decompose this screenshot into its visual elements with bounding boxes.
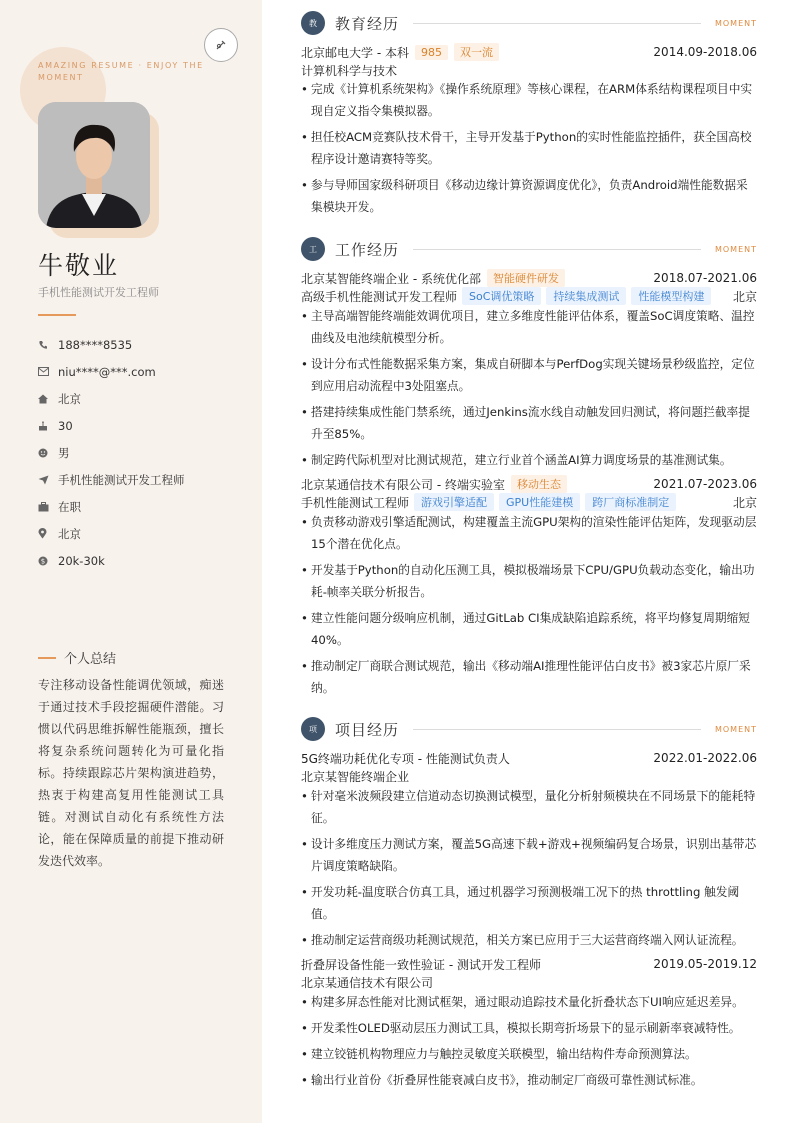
info-gender (38, 439, 248, 466)
contact-info-list (38, 331, 248, 574)
project-company: 北京某通信技术有限公司 (301, 975, 434, 990)
skill-tag: 游戏引擎适配 (414, 493, 494, 511)
skill-tag: SoC调优策略 (462, 287, 541, 305)
info-status (38, 493, 248, 520)
sidebar (0, 0, 262, 1123)
project-name: 5G终端功耗优化专项 - 性能测试负责人 (301, 751, 510, 766)
info-text: 30 (58, 418, 73, 433)
project-bullets (301, 785, 757, 955)
section-moment-label: MOMENT (714, 724, 757, 734)
list-item: • 参与导师国家级科研项目《移动边缘计算资源调度优化》，负责Android端性能数据采集模块开发。 (301, 174, 757, 218)
list-item: • 构建多屏态性能对比测试框架，通过眼动追踪技术量化折叠状态下UI响应延迟差异。 (301, 991, 757, 1013)
phone-icon (38, 340, 58, 350)
company-tag: 智能硬件研发 (487, 269, 565, 287)
list-item: • 推动制定运营商级功耗测试规范，相关方案已应用于三大运营商终端入网认证流程。 (301, 929, 757, 951)
list-item: • 主导高端智能终端能效调优项目，建立多维度性能评估体系，覆盖SoC调度策略、温控曲线及电池续航模型分析。 (301, 305, 757, 349)
list-item: • 完成《计算机系统架构》《操作系统原理》等核心课程，在ARM体系结构课程项目中实现自定义指令集模拟器。 (301, 78, 757, 122)
project-company-row (301, 973, 757, 991)
list-item: • 针对毫米波频段建立信道动态切换测试模型，量化分析射频模块在不同场景下的能耗特征。 (301, 785, 757, 829)
skill-tag: 持续集成测试 (546, 287, 626, 305)
job-role-row (301, 287, 757, 305)
send-icon (38, 475, 58, 485)
list-item: • 制定跨代际机型对比测试规范，建立行业首个涵盖AI算力调度场景的基准测试集。 (301, 449, 757, 471)
cake-icon (38, 421, 58, 431)
section-divider (413, 249, 701, 250)
project-company: 北京某智能终端企业 (301, 769, 410, 784)
list-item: • 推动制定厂商联合测试规范，输出《移动端AI推理性能评估白皮书》被3家芯片原厂采纳。 (301, 655, 757, 699)
section-moment-label: MOMENT (714, 18, 757, 28)
project-bullets (301, 991, 757, 1095)
summary-text: 专注移动设备性能调优领域，痴迷于通过技术手段挖掘硬件潜能。习惯以代码思维拆解性能瓶颈，擅长将复杂系统问题转化为可量化指标。持续跟踪芯片架构演进趋势，热衷于构建高复用性能测试工具链。对测试自动化有系统性方法论，能在保障质量的前提下推动研发迭代效率。 (38, 678, 224, 868)
section-education-header (301, 10, 757, 36)
job-role-row (301, 493, 757, 511)
tagline: AMAZING RESUME · ENJOY THE MOMENT (38, 61, 204, 82)
info-text: 20k-30k (58, 553, 105, 568)
list-item: • 担任校ACM竞赛队技术骨干，主导开发基于Python的实时性能监控插件，获全国高校程序设计邀请赛特等奖。 (301, 126, 757, 170)
info-text: 北京 (58, 526, 81, 541)
section-title: 教育经历 (335, 14, 400, 33)
company-name: 北京某通信技术有限公司 - 终端实验室 (301, 477, 505, 492)
company-name: 北京某智能终端企业 - 系统优化部 (301, 271, 481, 286)
company-tag: 移动生态 (511, 475, 567, 493)
list-item: • 开发功耗-温度联合仿真工具，通过机器学习预测极端工况下的热 throttling 触发阈值。 (301, 881, 757, 925)
project-date: 2019.05-2019.12 (653, 957, 757, 971)
job-entry-header (301, 475, 757, 493)
info-text: 188****8535 (58, 337, 133, 352)
education-date: 2014.09-2018.06 (653, 45, 757, 59)
info-phone (38, 331, 248, 358)
section-badge: 教 (301, 11, 325, 35)
list-item: • 负责移动游戏引擎适配测试，构建覆盖主流GPU架构的渲染性能评估矩阵，发现驱动层15个潜在优化点。 (301, 511, 757, 555)
info-text: 男 (58, 445, 70, 460)
section-badge: 项 (301, 717, 325, 741)
list-item: • 输出行业首份《折叠屏性能衰减白皮书》，推动制定厂商级可靠性测试标准。 (301, 1069, 757, 1091)
summary-heading (38, 648, 116, 667)
job-city: 北京 (732, 495, 757, 510)
info-location (38, 520, 248, 547)
accent-divider (38, 314, 76, 316)
skill-tag: 跨厂商标准制定 (585, 493, 676, 511)
school-tag: 985 (415, 45, 448, 60)
section-badge: 工 (301, 237, 325, 261)
job-role: 高级手机性能测试开发工程师 (301, 289, 458, 304)
info-job (38, 466, 248, 493)
list-item: • 设计分布式性能数据采集方案，集成自研脚本与PerfDog实现关键场景秒级监控，定位到应用启动流程中3处阻塞点。 (301, 353, 757, 397)
school-name: 北京邮电大学 - 本科 (301, 45, 409, 60)
education-entry-header (301, 43, 757, 61)
section-divider (413, 729, 701, 730)
candidate-title: 手机性能测试开发工程师 (38, 286, 159, 299)
major: 计算机科学与技术 (301, 63, 398, 78)
info-email (38, 358, 248, 385)
school-tag: 双一流 (454, 43, 499, 61)
logo-badge (204, 28, 238, 62)
section-divider (413, 23, 701, 24)
section-work-header (301, 236, 757, 262)
info-home (38, 385, 248, 412)
job-date: 2018.07-2021.06 (653, 271, 757, 285)
home-icon (38, 394, 58, 404)
project-company-row (301, 767, 757, 785)
briefcase-icon (38, 502, 58, 512)
education-major-row (301, 61, 757, 79)
mail-icon (38, 367, 58, 376)
svg-text:$: $ (40, 557, 46, 565)
section-title: 工作经历 (335, 240, 400, 259)
list-item: • 搭建持续集成性能门禁系统，通过Jenkins流水线自动触发回归测试，将问题拦截率提升至85%。 (301, 401, 757, 445)
summary-accent-bar (38, 657, 56, 659)
profile-photo (38, 102, 150, 228)
summary-title-text: 个人总结 (64, 652, 117, 667)
gender-icon (38, 448, 58, 458)
pen-icon (213, 37, 229, 53)
list-item: • 建立铰链机构物理应力与触控灵敏度关联模型，输出结构件寿命预测算法。 (301, 1043, 757, 1065)
section-title: 项目经历 (335, 720, 400, 739)
list-item: • 开发基于Python的自动化压测工具，模拟极端场景下CPU/GPU负载动态变化，输出功耗-帧率关联分析报告。 (301, 559, 757, 603)
location-icon (38, 528, 58, 539)
job-bullets (301, 305, 757, 475)
info-text: 在职 (58, 499, 81, 514)
job-date: 2021.07-2023.06 (653, 477, 757, 491)
job-role: 手机性能测试工程师 (301, 495, 410, 510)
skill-tag: GPU性能建模 (499, 493, 580, 511)
job-entry-header (301, 269, 757, 287)
info-text: niu****@***.com (58, 364, 156, 379)
project-entry-header (301, 749, 757, 767)
info-age (38, 412, 248, 439)
info-salary (38, 547, 248, 574)
project-name: 折叠屏设备性能一致性验证 - 测试开发工程师 (301, 957, 541, 972)
project-entry-header (301, 955, 757, 973)
education-bullets (301, 78, 757, 222)
salary-icon (38, 556, 58, 566)
section-projects-header (301, 716, 757, 742)
list-item: • 设计多维度压力测试方案，覆盖5G高速下载+游戏+视频编码复合场景，识别出基带芯片调度策略缺陷。 (301, 833, 757, 877)
list-item: • 开发柔性OLED驱动层压力测试工具，模拟长期弯折场景下的显示刷新率衰减特性。 (301, 1017, 757, 1039)
info-text: 手机性能测试开发工程师 (58, 472, 185, 487)
job-bullets (301, 511, 757, 703)
list-item: • 建立性能问题分级响应机制，通过GitLab CI集成缺陷追踪系统，将平均修复周期缩短40%。 (301, 607, 757, 651)
section-moment-label: MOMENT (714, 244, 757, 254)
skill-tag: 性能模型构建 (631, 287, 711, 305)
project-date: 2022.01-2022.06 (653, 751, 757, 765)
candidate-name: 牛敬业 (38, 251, 120, 280)
info-text: 北京 (58, 391, 81, 406)
job-city: 北京 (732, 289, 757, 304)
